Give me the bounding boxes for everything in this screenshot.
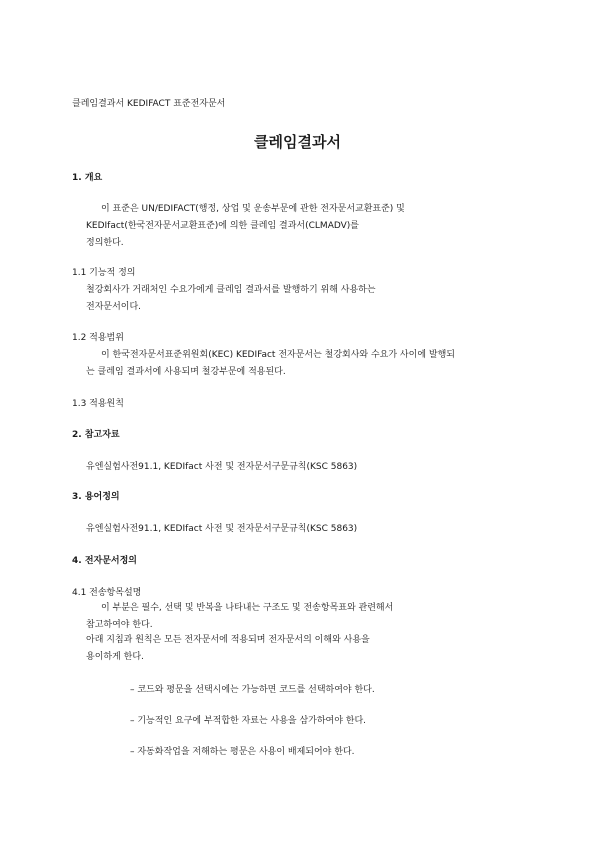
section-4-1-line: 참고하여야 한다. — [86, 620, 153, 630]
section-4-1-line: 이 부분은 필수, 선택 및 반복을 나타내는 구조도 및 전송항목표와 관련해서 — [101, 603, 394, 613]
section-1-2-heading: 1.2 적용범위 — [72, 333, 124, 343]
section-4-1-line: 용이하게 한다. — [86, 652, 144, 662]
section-3-heading: 3. 용어정의 — [72, 492, 120, 502]
section-4-1-heading: 4.1 전송항목설명 — [72, 588, 142, 598]
bullet-item: – 자동화작업을 저해하는 평문은 사용이 배제되어야 한다. — [130, 747, 355, 757]
section-4-1-line: 아래 지침과 원칙은 모든 전자문서에 적용되며 전자문서의 이해와 사용을 — [86, 635, 370, 645]
section-3-line: 유엔실험사전91.1, KEDIfact 사전 및 전자문서구문규칙(KSC 5863) — [86, 524, 358, 534]
bullet-item: – 코드와 평문을 선택시에는 가능하면 코드를 선택하여야 한다. — [130, 685, 375, 695]
section-1-line: 이 표준은 UN/EDIFACT(행정, 상업 및 운송부문에 관한 전자문서교환표준) 및 — [101, 204, 405, 214]
bullet-item: – 기능적인 요구에 부적합한 자료는 사용을 삼가하여야 한다. — [130, 716, 367, 726]
section-1-line: 정의한다. — [86, 238, 124, 248]
document-header: 클레임결과서 KEDIFACT 표준전자문서 — [72, 99, 226, 109]
section-1-3-heading: 1.3 적용원칙 — [72, 399, 124, 409]
section-2-heading: 2. 참고자료 — [72, 430, 120, 440]
section-1-2-line: 는 클레임 결과서에 사용되며 철강부문에 적용된다. — [86, 367, 286, 377]
section-1-2-line: 이 한국전자문서표준위원회(KEC) KEDIFact 전자문서는 철강회사와 수요가 사이에 발행되 — [101, 350, 455, 360]
section-4-heading: 4. 전자문서정의 — [72, 556, 137, 566]
document-title: 클레임결과서 — [254, 133, 341, 151]
section-1-heading: 1. 개요 — [72, 173, 103, 183]
section-1-1-line: 전자문서이다. — [86, 302, 142, 312]
section-1-line: KEDIfact(한국전자문서교환표준)에 의한 클레임 결과서(CLMADV)를 — [86, 221, 359, 231]
section-1-1-heading: 1.1 기능적 정의 — [72, 268, 136, 278]
section-2-line: 유엔실험사전91.1, KEDIfact 사전 및 전자문서구문규칙(KSC 5863) — [86, 462, 358, 472]
section-1-1-line: 철강회사가 거래처인 수요가에게 클레임 결과서를 발행하기 위해 사용하는 — [86, 285, 376, 295]
